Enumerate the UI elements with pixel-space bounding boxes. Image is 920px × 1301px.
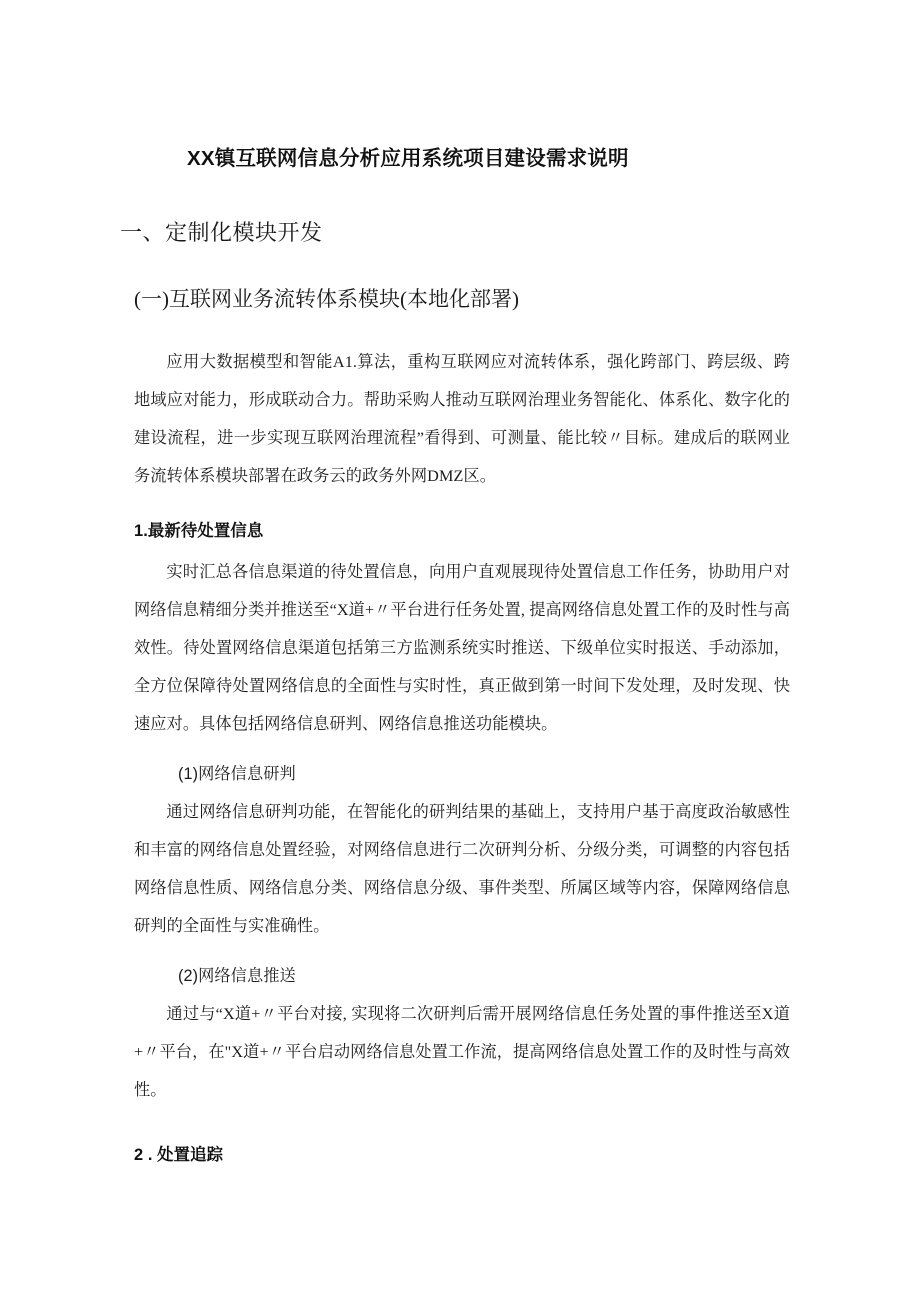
section-heading-level1: 一、定制化模块开发 (120, 219, 323, 245)
document-content (120, 0, 790, 1168)
sub-item-label-2: (2)网络信息推送 (178, 967, 296, 986)
page-title: XX镇互联网信息分析应用系统项目建设需求说明 (187, 147, 629, 170)
sub-item-paragraph-1: 通过网络信息研判功能，在智能化的研判结果的基础上，支持用户基于高度政治敏感性和丰富的网络信息处置经验，对网络信息进行二次研判分析、分级分类，可调整的内容包括网络信息性质、网络信息分类、网络信息分级、事件类型、所属区域等内容，保障网络信息研判的全面性与实准确性。 (134, 803, 790, 936)
sub-item-paragraph-2: 通过与“X道+〃平台对接, 实现将二次研判后需开展网络信息任务处置的事件推送至X道+〃平台，在"X道+〃平台启动网络信息处置工作流，提高网络信息处置工作的及时性与高效性。 (134, 1005, 790, 1100)
sub-item-label-1: (1)网络信息研判 (178, 765, 296, 784)
section-heading-level2: (一)互联网业务流转体系模块(本地化部署) (134, 287, 519, 312)
subsection-heading-item2: 2 . 处置追踪 (134, 1146, 224, 1165)
subsection-heading-item1: 1.最新待处置信息 (134, 521, 264, 540)
item1-paragraph: 实时汇总各信息渠道的待处置信息，向用户直观展现待处置信息工作任务，协助用户对网络信息精细分类并推送至“X道+〃平台进行任务处置, 提高网络信息处置工作的及时性与高效性。待处置网络信息渠道包括第三方监测系统实时推送、下级单位实时报送、手动添加，全方位保障待处置网络信息的全面性与实时性，真正做到第一时间下发处理，及时发现、快速应对。具体包括网络信息研判、网络信息推送功能模块。 (134, 563, 790, 734)
intro-paragraph: 应用大数据模型和智能A1.算法，重构互联网应对流转体系，强化跨部门、跨层级、跨地域应对能力，形成联动合力。帮助采购人推动互联网治理业务智能化、体系化、数字化的建设流程，进一步实现互联网治理流程”看得到、可测量、能比较〃目标。建成后的联网业务流转体系模块部署在政务云的政务外网DMZ区。 (134, 352, 790, 485)
